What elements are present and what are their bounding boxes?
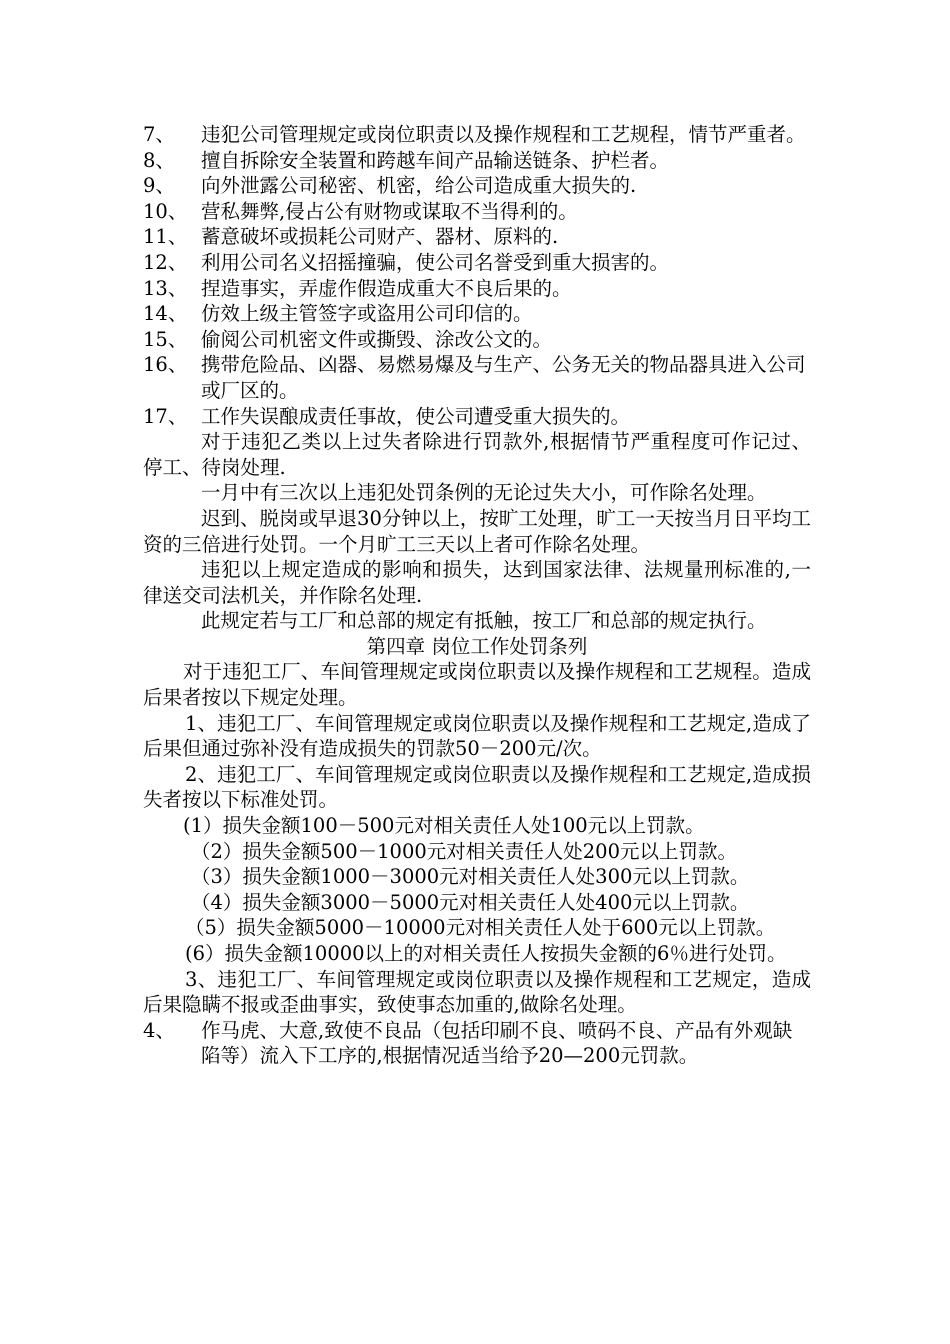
- list-item: [143, 199, 811, 225]
- list-item: [143, 224, 811, 250]
- list-item: [143, 1018, 811, 1069]
- penalty-line: （3）损失金额1000－3000元对相关责任人处300元以上罚款。: [191, 865, 750, 889]
- paragraph: 一月中有三次以上违犯处罚条例的无论过失大小，可作除名处理。: [201, 481, 767, 505]
- penalty-line: （2）损失金额500－1000元对相关责任人处200元以上罚款。: [191, 839, 737, 863]
- item-text: 向外泄露公司秘密、机密，给公司造成重大损失的.: [201, 174, 637, 198]
- list-item: [143, 148, 811, 174]
- item-number: 12、: [143, 250, 188, 274]
- list-item: [143, 276, 811, 302]
- item-number: 10、: [143, 199, 188, 223]
- chapter-heading: 第四章 岗位工作处罚条列: [366, 634, 588, 658]
- penalty-line: （4）损失金额3000－5000元对相关责任人处400元以上罚款。: [191, 890, 750, 914]
- list-item: [143, 327, 811, 353]
- rule-paragraph: 2、违犯工厂、车间管理规定或岗位职责以及操作规程和工艺规定,造成损失者按以下标准处罚。: [143, 762, 811, 812]
- item-text: 利用公司名义招摇撞骗，使公司名誉受到重大损害的。: [201, 250, 670, 274]
- item-text: 捏造事实，弄虚作假造成重大不良后果的。: [201, 276, 572, 300]
- list-item: [143, 352, 811, 403]
- penalty-line: (6）损失金额10000以上的对相关责任人按损失金额的6％进行处罚。: [185, 942, 787, 965]
- item-number: 16、: [143, 353, 188, 377]
- item-text: 营私舞弊,侵占公有财物或谋取不当得利的。: [201, 199, 578, 223]
- list-item: [143, 122, 811, 148]
- item-text: 擅自拆除安全装置和跨越车间产品输送链条、护栏者。: [201, 148, 670, 172]
- item-text: 工作失误酿成责任事故，使公司遭受重大损失的。: [201, 404, 631, 428]
- item-number: 13、: [143, 276, 188, 300]
- rule-paragraph: 1、违犯工厂、车间管理规定或岗位职责以及操作规程和工艺规定,造成了后果但通过弥补没有造成损失的罚款50－200元/次。: [143, 711, 811, 761]
- item-text: 作马虎、大意,致使不良品（包括印刷不良、喷码不良、产品有外观缺陷等）流入下工序的,根据情况适当给予20—200元罚款。: [201, 1018, 793, 1068]
- item-number: 8、: [143, 148, 175, 172]
- paragraph: 对于违犯乙类以上过失者除进行罚款外,根据情节严重程度可作记过、停工、待岗处理.: [143, 430, 811, 479]
- penalty-line: （5）损失金额5000－10000元对相关责任人处于600元以上罚款。: [185, 916, 776, 940]
- item-text: 偷阅公司机密文件或撕毁、涂改公文的。: [201, 327, 553, 351]
- paragraph: 违犯以上规定造成的影响和损失，达到国家法律、法规量刑标准的,一律送交司法机关，并作除名处理.: [143, 558, 811, 607]
- list-item: [143, 173, 811, 199]
- item-number: 15、: [143, 327, 188, 351]
- list-item: [143, 404, 811, 430]
- item-text: 蓄意破坏或损耗公司财产、器材、原料的.: [201, 225, 559, 249]
- list-item: [143, 301, 811, 327]
- list-item: [143, 250, 811, 276]
- item-number: 9、: [143, 174, 175, 198]
- item-text: 仿效上级主管签字或盗用公司印信的。: [201, 302, 533, 326]
- paragraph: 迟到、脱岗或早退30分钟以上，按旷工处理，旷工一天按当月日平均工资的三倍进行处罚。一个月旷工三天以上者可作除名处理。: [143, 506, 811, 556]
- penalty-line: (1）损失金额100－500元对相关责任人处100元以上罚款。: [183, 814, 705, 838]
- paragraph: 此规定若与工厂和总部的规定有抵触，按工厂和总部的规定执行。: [201, 609, 767, 633]
- item-text: 违犯公司管理规定或岗位职责以及操作规程和工艺规程，情节严重者。: [201, 123, 806, 146]
- document-body: [143, 122, 811, 1069]
- item-number: 11、: [143, 225, 188, 249]
- item-text: 携带危险品、凶器、易燃易爆及与生产、公务无关的物品器具进入公司或厂区的。: [201, 353, 806, 402]
- item-number: 7、: [143, 123, 175, 146]
- item-number: 14、: [143, 302, 188, 326]
- rule-paragraph: 3、违犯工厂、车间管理规定或岗位职责以及操作规程和工艺规定，造成后果隐瞒不报或歪曲事实，致使事态加重的,做除名处理。: [143, 967, 811, 1017]
- chapter-intro: 对于违犯工厂、车间管理规定或岗位职责以及操作规程和工艺规程。造成后果者按以下规定处理。: [143, 660, 811, 710]
- item-number: 17、: [143, 404, 188, 428]
- item-number: 4、: [143, 1018, 175, 1042]
